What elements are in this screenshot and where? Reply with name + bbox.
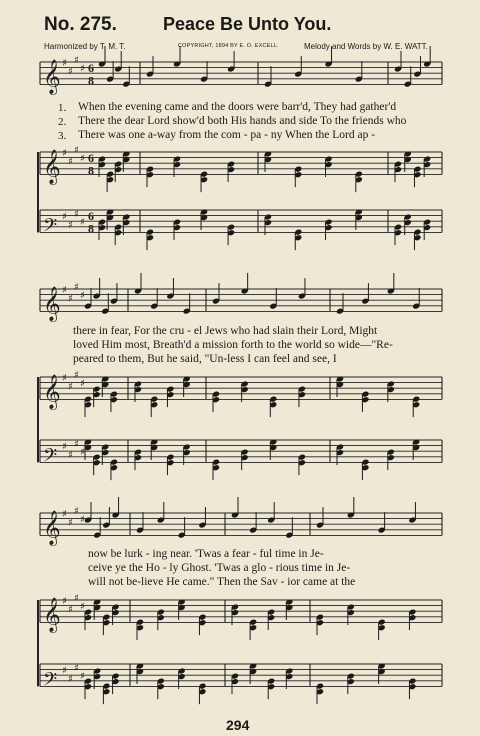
sharp-sign: ♯ bbox=[62, 148, 67, 159]
treble-clef: 𝄞 bbox=[43, 59, 61, 95]
sharp-sign: ♯ bbox=[80, 447, 85, 459]
sharp-sign: ♯ bbox=[80, 514, 85, 526]
lyric-line: loved Him most, Breath'd a mission forth to the world so wide—"Re- bbox=[73, 339, 393, 351]
sharp-sign: ♯ bbox=[74, 145, 79, 157]
harmonizer-credit: Harmonized by T. M. T. bbox=[44, 42, 126, 51]
time-signature-bottom: 8 bbox=[88, 73, 94, 88]
sharp-sign: ♯ bbox=[80, 378, 85, 390]
sharp-sign: ♯ bbox=[68, 66, 73, 78]
sharp-sign: ♯ bbox=[68, 674, 73, 685]
verse-number: 1. bbox=[58, 102, 67, 114]
sharp-sign: ♯ bbox=[68, 220, 73, 231]
lyric-line: peared to them, But he said, "Un-less I can feel and see, I bbox=[73, 353, 337, 365]
lyric-line: will not be-lieve He came." Then the Sav - ior came at the bbox=[88, 576, 356, 588]
bass-clef: 𝄢 bbox=[43, 445, 58, 471]
sharp-sign: ♯ bbox=[80, 601, 85, 613]
sharp-sign: ♯ bbox=[68, 293, 73, 305]
sharp-sign: ♯ bbox=[62, 509, 67, 520]
verse-number: 2. bbox=[58, 116, 67, 128]
lyric-line: ceive ye the Ho - ly Ghost. 'Twas a glo - rious time in Je- bbox=[88, 562, 351, 574]
sharp-sign: ♯ bbox=[62, 285, 67, 296]
sharp-sign: ♯ bbox=[62, 665, 67, 677]
author-credit: Melody and Words by W. E. WATT. bbox=[304, 42, 428, 51]
lyric-line: When the evening came and the doors were barr'd, They had gather'd bbox=[78, 101, 397, 113]
sharp-sign: ♯ bbox=[68, 381, 73, 393]
sharp-sign: ♯ bbox=[74, 438, 79, 450]
sharp-sign: ♯ bbox=[74, 370, 79, 382]
treble-clef: 𝄞 bbox=[43, 374, 61, 410]
sharp-sign: ♯ bbox=[74, 662, 79, 674]
lyric-line: There the dear Lord show'd both His hands and side To the friends who bbox=[78, 115, 407, 127]
sharp-sign: ♯ bbox=[74, 208, 79, 220]
sharp-sign: ♯ bbox=[62, 211, 67, 223]
sharp-sign: ♯ bbox=[68, 517, 73, 529]
sharp-sign: ♯ bbox=[80, 63, 85, 75]
treble-clef: 𝄞 bbox=[43, 149, 61, 185]
treble-clef: 𝄞 bbox=[43, 597, 61, 633]
lyric-line: There was one a-way from the com - pa - ny When the Lord ap - bbox=[78, 129, 376, 141]
lyric-line: there in fear, For the cru - el Jews who had slain their Lord, Might bbox=[73, 325, 378, 337]
bass-clef: 𝄢 bbox=[43, 669, 58, 695]
lyric-line: now be lurk - ing near. 'Twas a fear - ful time in Je- bbox=[88, 548, 324, 560]
sharp-sign: ♯ bbox=[74, 506, 79, 518]
hymn-title: Peace Be Unto You. bbox=[163, 14, 332, 34]
page-number: 294 bbox=[226, 717, 250, 733]
sharp-sign: ♯ bbox=[62, 596, 67, 607]
sharp-sign: ♯ bbox=[62, 58, 67, 69]
sharp-sign: ♯ bbox=[80, 290, 85, 302]
sharp-sign: ♯ bbox=[74, 55, 79, 67]
sharp-sign: ♯ bbox=[74, 282, 79, 294]
sharp-sign: ♯ bbox=[68, 156, 73, 168]
sharp-sign: ♯ bbox=[62, 373, 67, 384]
copyright-notice: COPYRIGHT, 1894 BY E. O. EXCELL. bbox=[178, 43, 279, 49]
sharp-sign: ♯ bbox=[80, 671, 85, 683]
sharp-sign: ♯ bbox=[80, 217, 85, 229]
sharp-sign: ♯ bbox=[74, 593, 79, 605]
treble-clef: 𝄞 bbox=[43, 510, 61, 546]
time-signature-top: 6 bbox=[88, 151, 94, 166]
sharp-sign: ♯ bbox=[80, 153, 85, 165]
time-signature-bottom: 8 bbox=[88, 221, 94, 236]
verse-number: 3. bbox=[58, 130, 67, 142]
time-signature-top: 6 bbox=[88, 61, 94, 76]
sharp-sign: ♯ bbox=[68, 604, 73, 616]
time-signature-bottom: 8 bbox=[88, 163, 94, 178]
time-signature-top: 6 bbox=[88, 209, 94, 224]
sharp-sign: ♯ bbox=[68, 450, 73, 461]
bass-clef: 𝄢 bbox=[43, 215, 58, 241]
hymn-number: No. 275. bbox=[44, 14, 117, 35]
sharp-sign: ♯ bbox=[62, 441, 67, 453]
treble-clef: 𝄞 bbox=[43, 286, 61, 322]
